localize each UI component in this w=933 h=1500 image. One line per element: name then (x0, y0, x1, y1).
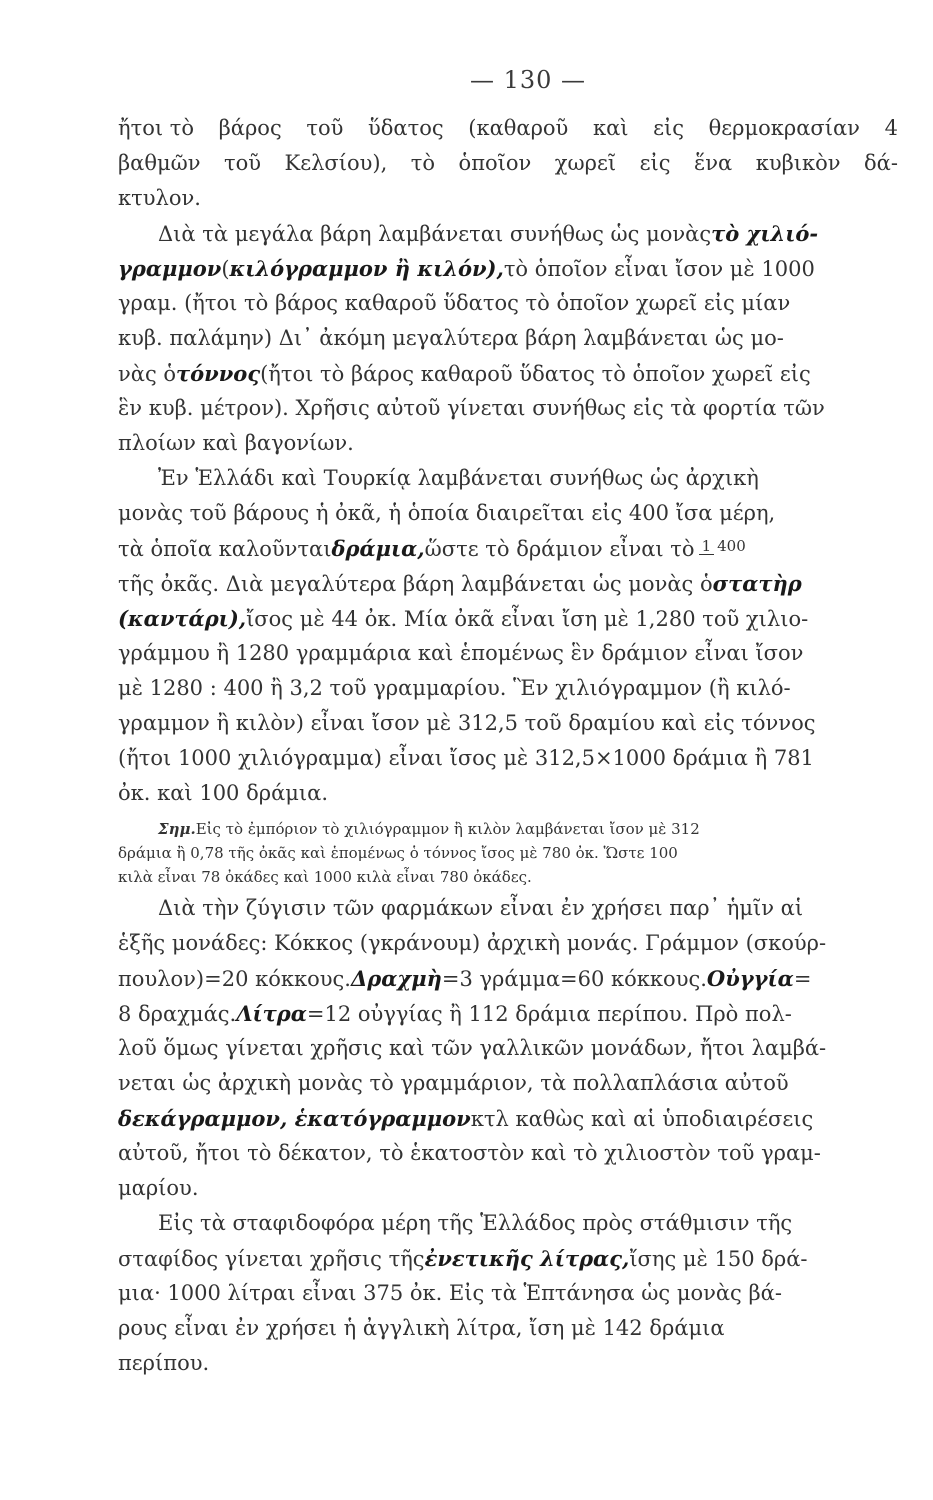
text-line: κτυλον. (118, 186, 201, 210)
bold-term: (καντάρι), (118, 606, 247, 631)
note-label: Σημ. (158, 820, 196, 838)
fraction-denominator: 400 (717, 537, 746, 555)
text-line: νὰς ὁτόννος(ἤτοι τὸ βάρος καθαροῦ ὕδατος τὸ ὁποῖον χωρεῖ εἰς (118, 361, 811, 386)
footnote (118, 820, 898, 892)
text-line: γραμμον ἢ κιλὸν) εἶναι ἴσον μὲ 312,5 τοῦ δραμίου καὶ εἰς τόννος (118, 711, 816, 735)
paragraph-4 (118, 896, 898, 1211)
text-line: τὰ ὁποῖα καλοῦνταιδράμια,ὥστε τὸ δράμιον εἶναι τὸ 1 400 (118, 536, 898, 571)
bold-term: Δραχμὴ (350, 966, 442, 991)
text-line: Διὰ τὴν ζύγισιν τῶν φαρμάκων εἶναι ἐν χρήσει παρ᾽ ἡμῖν αἱ (158, 896, 804, 920)
text-line: ἑξῆς μονάδες: Κόκκος (γκράνουμ) ἀρχικὴ μονάς. Γράμμον (σκούρ- (118, 931, 827, 955)
text-line: μὲ 1280 : 400 ἢ 3,2 τοῦ γραμμαρίου. Ἓν χιλιόγραμμον (ἢ κιλό- (118, 676, 791, 700)
text-line: πλοίων καὶ βαγονίων. (118, 431, 354, 455)
note-line: δράμια ἢ 0,78 τῆς ὀκᾶς καὶ ἑπομένως ὁ τόννος ἴσος μὲ 780 ὀκ. Ὥστε 100 (118, 844, 678, 862)
text-line: περίπου. (118, 1351, 210, 1375)
bold-term: τόννος (176, 361, 261, 386)
text-line: γραμμον(κιλόγραμμον ἢ κιλόν),τὸ ὁποῖον εἶναι ἴσον μὲ 1000 (118, 256, 815, 281)
text-line: γράμμου ἢ 1280 γραμμάρια καὶ ἑπομένως ἓν δράμιον εἶναι ἴσον (118, 641, 804, 665)
book-page (118, 66, 898, 1386)
paragraph-5 (118, 1211, 898, 1386)
text-line: Εἰς τὰ σταφιδοφόρα μέρη τῆς Ἑλλάδος πρὸς στάθμισιν τῆς (158, 1211, 793, 1235)
text-line: μια· 1000 λίτραι εἶναι 375 ὀκ. Εἰς τὰ Ἑπτάνησα ὡς μονὰς βά- (118, 1281, 782, 1305)
text-line: Διὰ τὰ μεγάλα βάρη λαμβάνεται συνήθως ὡς μονὰςτὸ χιλιό- (158, 221, 819, 246)
text-line: βαθμῶν τοῦ Κελσίου), τὸ ὁποῖον χωρεῖ εἰς ἕνα κυβικὸν δά- (118, 151, 898, 175)
text-line: 8 δραχμάς.Λίτρα=12 οὐγγίας ἢ 112 δράμια περίπου. Πρὸ πολ- (118, 1001, 792, 1026)
text-line: δεκάγραμμον, ἑκατόγραμμονκτλ καθὼς καὶ αἱ ὑποδιαιρέσεις (118, 1106, 814, 1131)
bold-term: δεκάγραμμον, ἑκατόγραμμον (118, 1106, 471, 1131)
bold-term: στατὴρ (712, 571, 802, 596)
text-line: πουλον)=20 κόκκους.Δραχμὴ=3 γράμμα=60 κόκκους.Οὐγγία= (118, 966, 812, 991)
bold-term: γραμμον (118, 256, 222, 281)
text-line: κυβ. παλάμην) Δι᾽ ἀκόμη μεγαλύτερα βάρη λαμβάνεται ὡς μο- (118, 326, 784, 350)
text-line: νεται ὡς ἀρχικὴ μονὰς τὸ γραμμάριον, τὰ πολλαπλάσια αὐτοῦ (118, 1071, 789, 1095)
paragraph-2 (118, 221, 898, 466)
text-line: (καντάρι),ἴσος μὲ 44 ὀκ. Μία ὀκᾶ εἶναι ἴση μὲ 1,280 τοῦ χιλιο- (118, 606, 809, 631)
text-line: Ἐν Ἑλλάδι καὶ Τουρκίᾳ λαμβάνεται συνήθως ὡς ἀρχικὴ (158, 466, 759, 490)
text-line: σταφίδος γίνεται χρῆσις τῆςἐνετικῆς λίτρας,ἴσης μὲ 150 δρά- (118, 1246, 808, 1271)
note-line: κιλὰ εἶναι 78 ὀκάδες καὶ 1000 κιλὰ εἶναι 780 ὀκάδες. (118, 868, 532, 886)
bold-term: ἐνετικῆς λίτρας, (424, 1246, 630, 1271)
bold-term: δράμια, (331, 536, 425, 561)
bold-term: Οὐγγία (706, 966, 794, 991)
bold-term: τὸ χιλιό- (711, 221, 819, 246)
text-line: τῆς ὀκᾶς. Διὰ μεγαλύτερα βάρη λαμβάνεται ὡς μονὰς ὁστατὴρ (118, 571, 802, 596)
text-line: μονὰς τοῦ βάρους ἡ ὀκᾶ, ἡ ὁποία διαιρεῖται εἰς 400 ἴσα μέρη, (118, 501, 776, 525)
text-line: (ἤτοι 1000 χιλιόγραμμα) εἶναι ἴσος μὲ 312,5×1000 δράμια ἢ 781 (118, 746, 814, 770)
text-line: ρους εἶναι ἐν χρήσει ἡ ἀγγλικὴ λίτρα, ἴση μὲ 142 δράμια (118, 1316, 725, 1340)
text-line: αὐτοῦ, ἤτοι τὸ δέκατον, τὸ ἑκατοστὸν καὶ τὸ χιλιοστὸν τοῦ γραμ- (118, 1141, 821, 1165)
fraction-numerator: 1 (699, 538, 715, 555)
fraction (699, 538, 749, 555)
bold-term: Λίτρα (236, 1001, 307, 1026)
text-line: λοῦ ὅμως γίνεται χρῆσις καὶ τῶν γαλλικῶν μονάδων, ἤτοι λαμβά- (118, 1036, 827, 1060)
page-number: — 130 — (469, 66, 587, 94)
text-line: γραμ. (ἤτοι τὸ βάρος καθαροῦ ὕδατος τὸ ὁποῖον χωρεῖ εἰς μίαν (118, 291, 791, 315)
paragraph-1 (118, 116, 898, 221)
text-line: ἓν κυβ. μέτρον). Χρῆσις αὐτοῦ γίνεται συνήθως εἰς τὰ φορτία τῶν (118, 396, 825, 420)
text-line: ἤτοι τὸ βάρος τοῦ ὕδατος (καθαροῦ καὶ εἰς θερμοκρασίαν 4 (118, 116, 898, 140)
bold-term: κιλόγραμμον ἢ κιλόν), (229, 256, 504, 281)
text-line: ὀκ. καὶ 100 δράμια. (118, 781, 328, 805)
note-line: Σημ.Εἰς τὸ ἐμπόριον τὸ χιλιόγραμμον ἢ κιλὸν λαμβάνεται ἴσον μὲ 312 (158, 820, 700, 838)
paragraph-3 (118, 466, 898, 816)
text-line: μαρίου. (118, 1176, 199, 1200)
